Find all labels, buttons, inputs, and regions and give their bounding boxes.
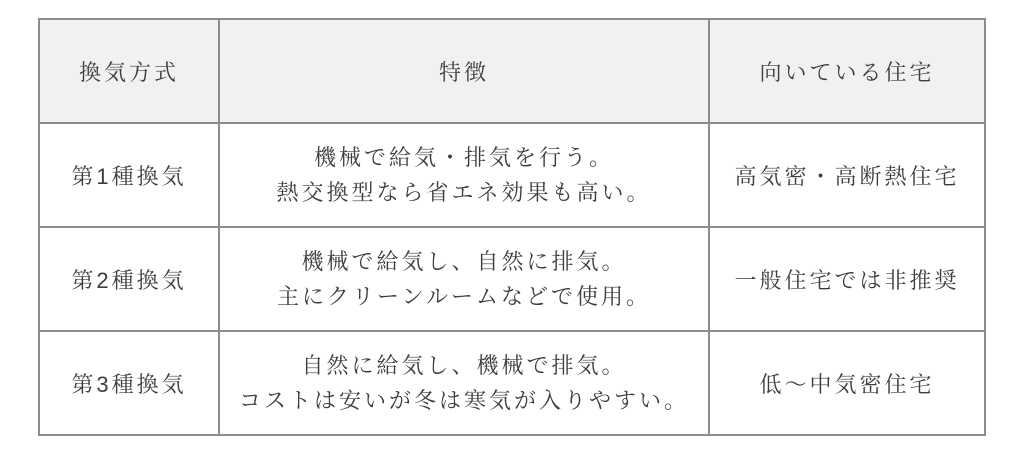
feature-line: コストは安いが冬は寒気が入りやすい。 xyxy=(238,388,689,413)
method-cell: 第2種換気 xyxy=(39,227,219,331)
suited-house-cell: 低〜中気密住宅 xyxy=(709,331,985,435)
table-row xyxy=(39,123,985,227)
table-header-row xyxy=(39,19,985,123)
suited-house-cell: 一般住宅では非推奨 xyxy=(709,227,985,331)
header-suited-house: 向いている住宅 xyxy=(709,19,985,123)
feature-cell xyxy=(219,123,709,227)
table-row xyxy=(39,227,985,331)
suited-house-cell: 高気密・高断熱住宅 xyxy=(709,123,985,227)
feature-cell xyxy=(219,331,709,435)
feature-line: 熱交換型なら省エネ効果も高い。 xyxy=(276,180,652,205)
feature-line: 機械で給気し、自然に排気。 xyxy=(301,249,627,274)
feature-line: 自然に給気し、機械で排気。 xyxy=(301,353,627,378)
method-cell: 第1種換気 xyxy=(39,123,219,227)
feature-line: 機械で給気・排気を行う。 xyxy=(313,145,614,170)
header-features: 特徴 xyxy=(219,19,709,123)
table-row xyxy=(39,331,985,435)
feature-line: 主にクリーンルームなどで使用。 xyxy=(276,284,651,309)
feature-cell xyxy=(219,227,709,331)
header-ventilation-method: 換気方式 xyxy=(39,19,219,123)
ventilation-comparison-table xyxy=(38,18,986,436)
method-cell: 第3種換気 xyxy=(39,331,219,435)
